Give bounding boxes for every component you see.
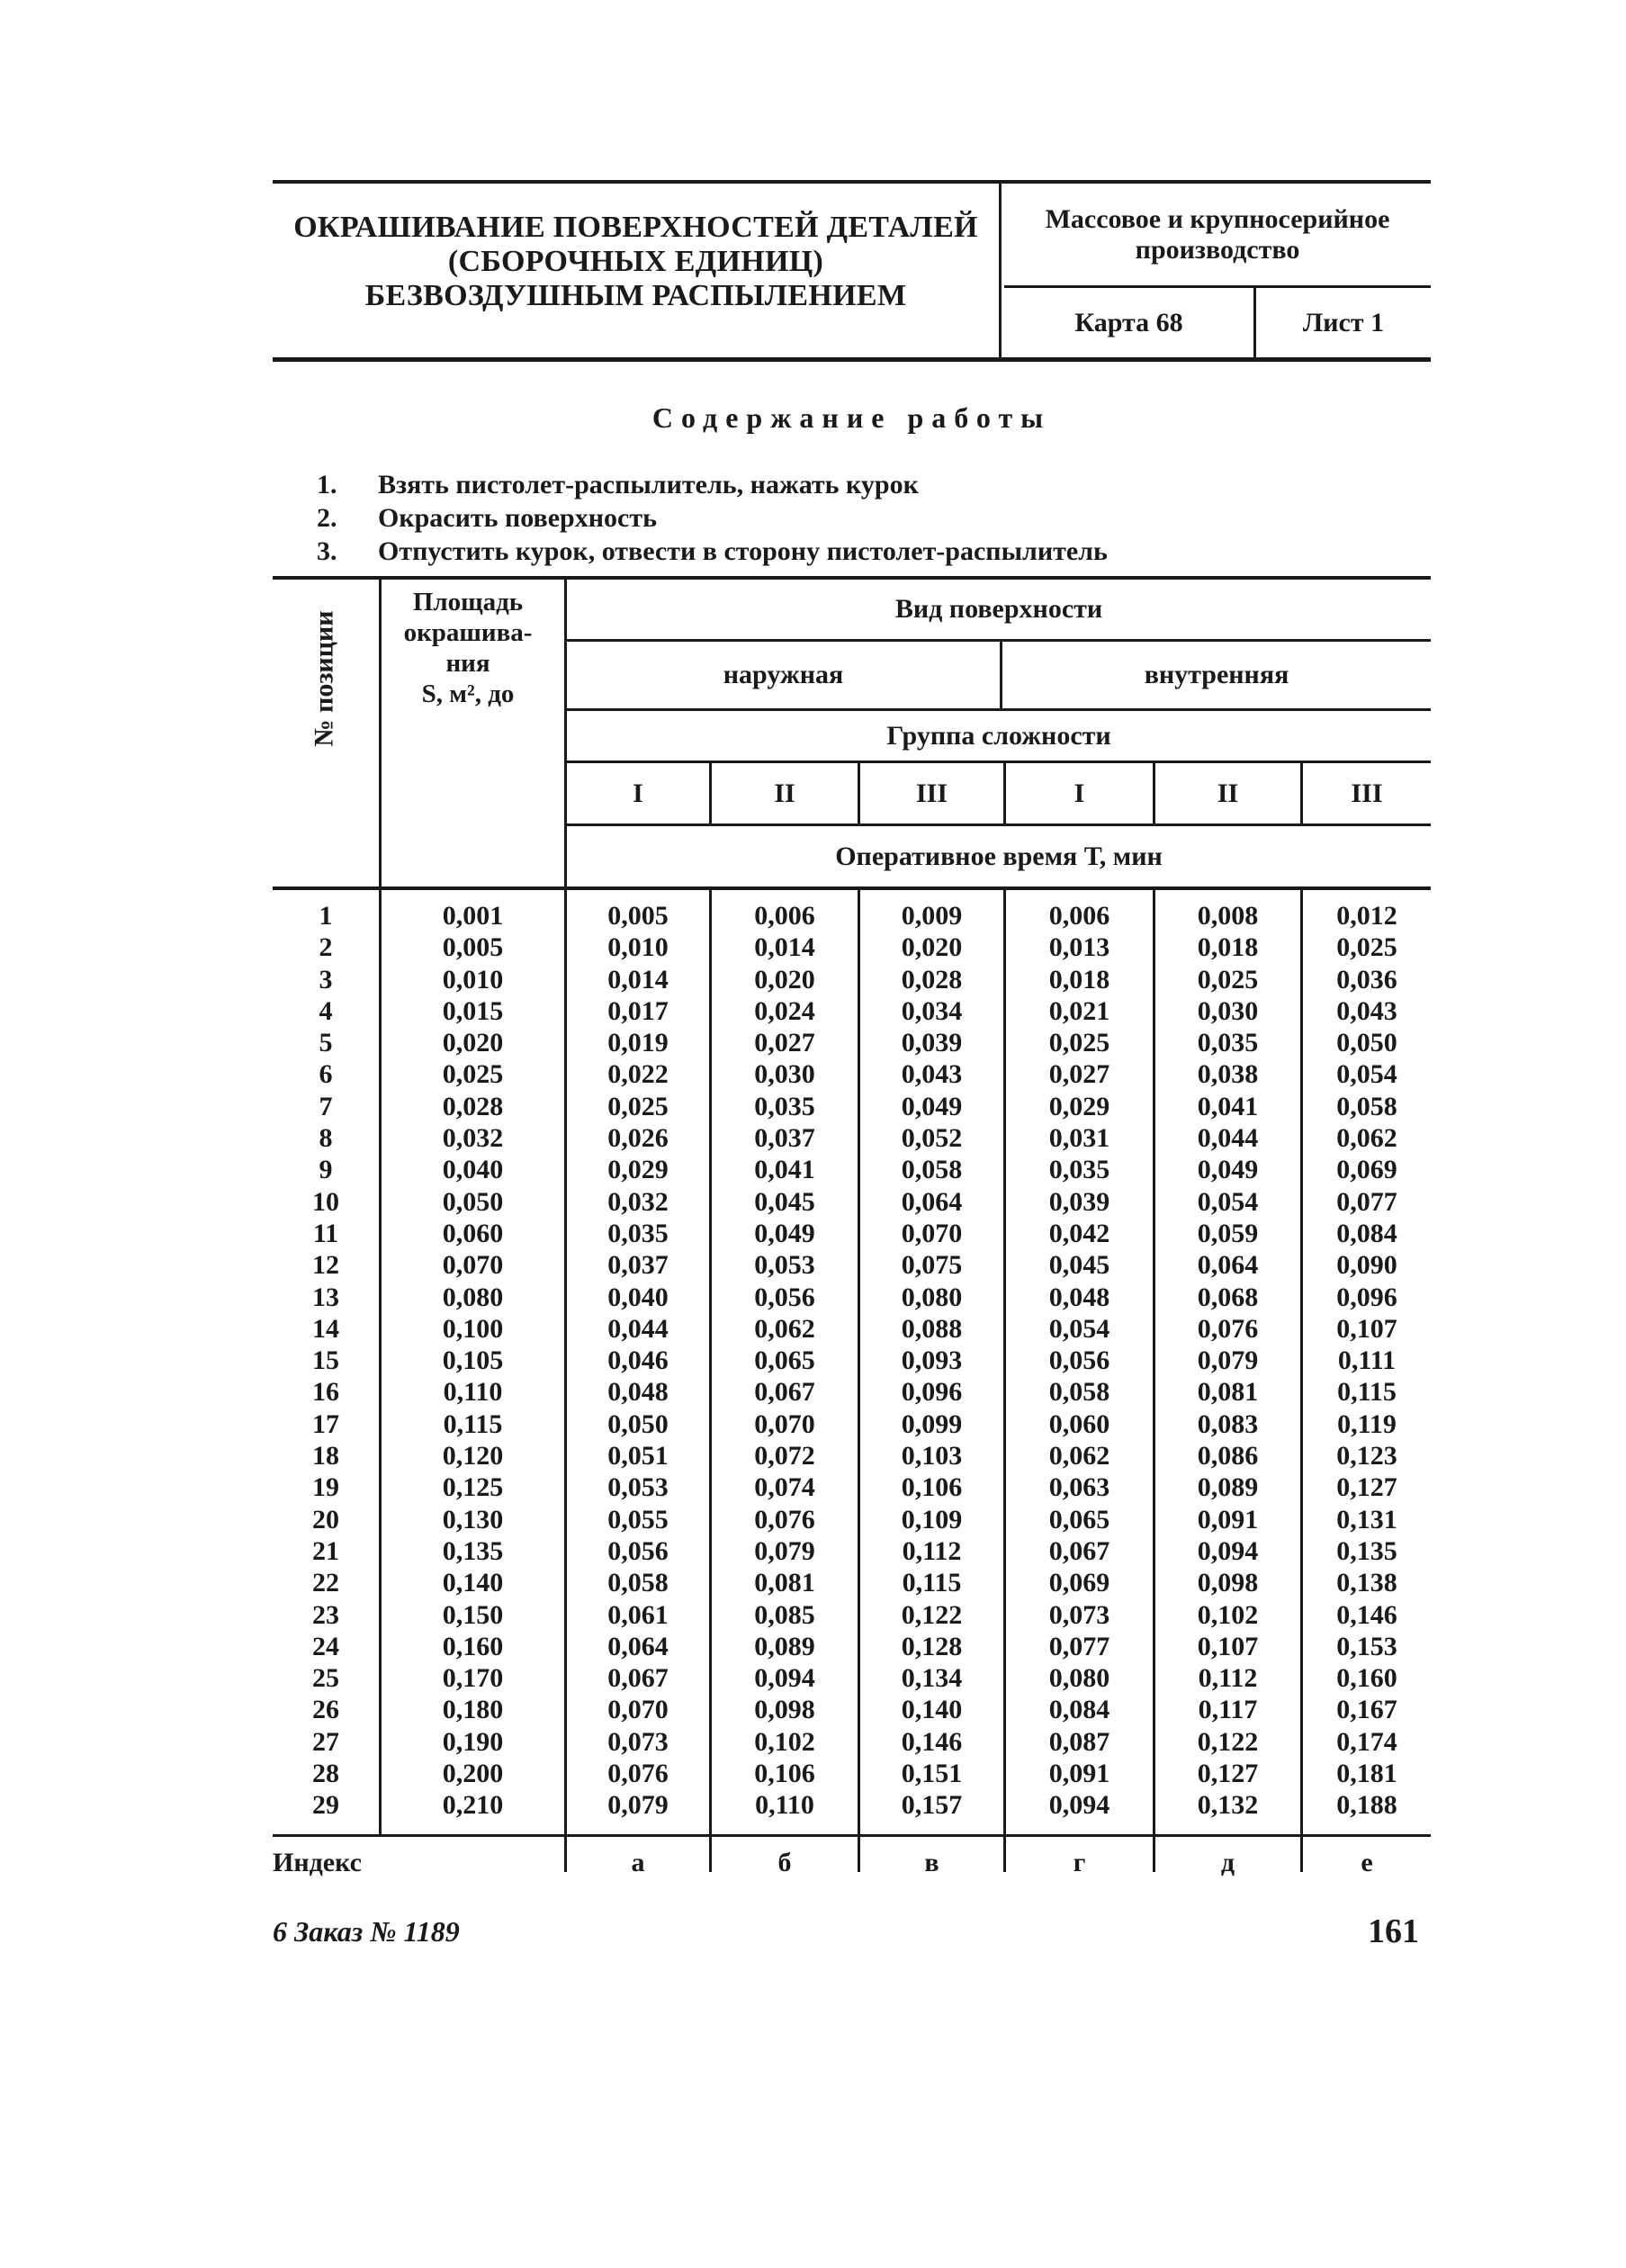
time-cell: 0,026 xyxy=(607,1123,669,1154)
step-item xyxy=(317,501,1397,535)
time-cell: 0,043 xyxy=(1336,995,1397,1026)
time-cell: 0,128 xyxy=(901,1631,963,1661)
time-cell: 0,039 xyxy=(901,1028,963,1058)
time-column xyxy=(1303,900,1431,1822)
step-text: Взять пистолет-распылитель, нажать курок xyxy=(378,470,919,500)
time-cell: 0,056 xyxy=(1048,1346,1110,1376)
time-cell: 0,039 xyxy=(1048,1186,1110,1217)
position-cell: 15 xyxy=(312,1346,339,1376)
time-cell: 0,072 xyxy=(754,1441,815,1472)
position-cell: 25 xyxy=(312,1663,339,1694)
time-cell: 0,030 xyxy=(754,1059,815,1090)
time-cell: 0,028 xyxy=(901,964,963,994)
time-cell: 0,140 xyxy=(901,1695,963,1725)
area-header-line: окрашива- xyxy=(403,618,533,647)
group-header: III xyxy=(915,778,948,808)
area-header-line: Площадь xyxy=(412,588,524,616)
time-cell: 0,119 xyxy=(1337,1408,1397,1439)
index-label: Индекс xyxy=(273,1848,362,1877)
time-cell: 0,017 xyxy=(607,995,669,1026)
position-header: № позиции xyxy=(309,610,339,747)
time-cell: 0,127 xyxy=(1336,1472,1397,1503)
area-cell: 0,110 xyxy=(443,1377,503,1408)
index-cell: в xyxy=(924,1848,939,1877)
time-cell: 0,067 xyxy=(754,1377,815,1408)
time-cell: 0,077 xyxy=(1048,1631,1110,1661)
area-cell: 0,115 xyxy=(443,1408,503,1439)
time-cell: 0,103 xyxy=(901,1441,963,1472)
step-text: Отпустить курок, отвести в сторону пистолет-распылитель xyxy=(378,536,1108,566)
position-cell: 21 xyxy=(312,1535,339,1566)
area-cell: 0,005 xyxy=(442,932,504,963)
area-cell: 0,190 xyxy=(442,1726,504,1757)
time-cell: 0,010 xyxy=(607,932,669,963)
time-cell: 0,087 xyxy=(1048,1726,1110,1757)
time-cell: 0,098 xyxy=(754,1695,815,1725)
time-cell: 0,146 xyxy=(1336,1599,1397,1630)
area-cell: 0,020 xyxy=(442,1028,504,1058)
time-cell: 0,041 xyxy=(1197,1091,1259,1121)
time-cell: 0,132 xyxy=(1197,1790,1259,1821)
time-cell: 0,090 xyxy=(1336,1250,1397,1281)
time-cell: 0,037 xyxy=(607,1250,669,1281)
time-cell: 0,041 xyxy=(754,1155,815,1185)
area-header xyxy=(379,587,557,709)
time-cell: 0,076 xyxy=(1197,1313,1259,1344)
time-cell: 0,157 xyxy=(901,1790,963,1821)
area-cell: 0,140 xyxy=(442,1568,504,1598)
time-cell: 0,044 xyxy=(607,1313,669,1344)
header-block xyxy=(273,180,1431,362)
time-cell: 0,054 xyxy=(1336,1059,1397,1090)
time-cell: 0,076 xyxy=(607,1759,669,1789)
time-cell: 0,022 xyxy=(607,1059,669,1090)
position-cell: 26 xyxy=(312,1695,339,1725)
time-cell: 0,094 xyxy=(1197,1535,1259,1566)
time-cell: 0,013 xyxy=(1048,932,1110,963)
time-cell: 0,059 xyxy=(1197,1218,1259,1248)
time-cell: 0,188 xyxy=(1336,1790,1397,1821)
time-cell: 0,109 xyxy=(901,1504,963,1534)
time-cell: 0,067 xyxy=(607,1663,669,1694)
operative-time-header: Оперативное время Т, мин xyxy=(835,841,1163,871)
time-cell: 0,006 xyxy=(754,901,815,931)
time-cell: 0,014 xyxy=(754,932,815,963)
time-cell: 0,069 xyxy=(1336,1155,1397,1185)
position-cell: 20 xyxy=(312,1504,339,1534)
time-cell: 0,067 xyxy=(1048,1535,1110,1566)
header-meta xyxy=(1004,184,1431,357)
outer-surface-header: наружная xyxy=(723,660,844,689)
time-cell: 0,096 xyxy=(901,1377,963,1408)
time-cell: 0,181 xyxy=(1336,1759,1397,1789)
time-cell: 0,112 xyxy=(902,1535,962,1566)
time-cell: 0,060 xyxy=(1048,1408,1110,1439)
area-cell: 0,025 xyxy=(442,1059,504,1090)
time-cell: 0,073 xyxy=(607,1726,669,1757)
time-cell: 0,061 xyxy=(607,1599,669,1630)
time-cell: 0,146 xyxy=(901,1726,963,1757)
time-cell: 0,043 xyxy=(901,1059,963,1090)
step-number: 2. xyxy=(317,503,337,533)
time-cell: 0,012 xyxy=(1336,901,1397,931)
page-number: 161 xyxy=(1368,1912,1419,1950)
time-cell: 0,052 xyxy=(901,1123,963,1154)
time-cell: 0,127 xyxy=(1197,1759,1259,1789)
time-cell: 0,110 xyxy=(755,1790,814,1821)
time-cell: 0,049 xyxy=(901,1091,963,1121)
time-cell: 0,151 xyxy=(901,1759,963,1789)
time-cell: 0,076 xyxy=(754,1504,815,1534)
position-cell: 17 xyxy=(312,1408,339,1439)
time-cell: 0,020 xyxy=(754,964,815,994)
time-cell: 0,056 xyxy=(754,1282,815,1312)
position-cell: 8 xyxy=(319,1123,333,1154)
time-cell: 0,096 xyxy=(1336,1282,1397,1312)
position-cell: 14 xyxy=(312,1313,339,1344)
time-cell: 0,160 xyxy=(1336,1663,1397,1694)
position-cell: 27 xyxy=(312,1726,339,1757)
area-cell: 0,120 xyxy=(442,1441,504,1472)
time-cell: 0,021 xyxy=(1048,995,1110,1026)
time-norms-table xyxy=(273,576,1431,1876)
time-cell: 0,107 xyxy=(1197,1631,1259,1661)
time-cell: 0,111 xyxy=(1337,1346,1397,1376)
area-cell: 0,040 xyxy=(442,1155,504,1185)
time-cell: 0,088 xyxy=(901,1313,963,1344)
time-cell: 0,084 xyxy=(1048,1695,1110,1725)
time-cell: 0,034 xyxy=(901,995,963,1026)
time-cell: 0,029 xyxy=(1048,1091,1110,1121)
area-column xyxy=(382,900,564,1822)
position-cell: 12 xyxy=(312,1250,339,1281)
area-cell: 0,125 xyxy=(442,1472,504,1503)
position-cell: 19 xyxy=(312,1472,339,1503)
position-cell: 7 xyxy=(319,1091,333,1121)
area-cell: 0,050 xyxy=(442,1186,504,1217)
steps-list xyxy=(317,468,1397,568)
group-header: II xyxy=(774,778,795,808)
time-cell: 0,122 xyxy=(1197,1726,1259,1757)
time-cell: 0,062 xyxy=(754,1313,815,1344)
index-cell: а xyxy=(631,1848,645,1877)
position-cell: 22 xyxy=(312,1568,339,1598)
index-cell: г xyxy=(1073,1848,1086,1877)
area-cell: 0,080 xyxy=(442,1282,504,1312)
section-title: Содержание работы xyxy=(651,401,1052,434)
position-cell: 1 xyxy=(319,901,333,931)
area-cell: 0,028 xyxy=(442,1091,504,1121)
position-cell: 4 xyxy=(319,995,333,1026)
time-cell: 0,035 xyxy=(1197,1028,1259,1058)
area-cell: 0,060 xyxy=(442,1218,504,1248)
area-cell: 0,015 xyxy=(442,995,504,1026)
time-cell: 0,035 xyxy=(754,1091,815,1121)
position-cell: 18 xyxy=(312,1441,339,1472)
time-cell: 0,038 xyxy=(1197,1059,1259,1090)
time-cell: 0,051 xyxy=(607,1441,669,1472)
time-cell: 0,064 xyxy=(607,1631,669,1661)
time-column xyxy=(567,900,709,1822)
group-header: III xyxy=(1351,778,1383,808)
area-cell: 0,100 xyxy=(442,1313,504,1344)
time-cell: 0,005 xyxy=(607,901,669,931)
group-header: II xyxy=(1217,778,1239,808)
document-title xyxy=(273,184,1002,357)
time-cell: 0,085 xyxy=(754,1599,815,1630)
time-cell: 0,084 xyxy=(1336,1218,1397,1248)
time-cell: 0,020 xyxy=(901,932,963,963)
time-cell: 0,018 xyxy=(1197,932,1259,963)
time-cell: 0,035 xyxy=(607,1218,669,1248)
time-cell: 0,062 xyxy=(1336,1123,1397,1154)
time-cell: 0,035 xyxy=(1048,1155,1110,1185)
time-cell: 0,099 xyxy=(901,1408,963,1439)
time-cell: 0,025 xyxy=(1336,932,1397,963)
time-cell: 0,049 xyxy=(1197,1155,1259,1185)
title-line: БЕЗВОЗДУШНЫМ РАСПЫЛЕНИЕМ xyxy=(364,279,907,312)
time-cell: 0,069 xyxy=(1048,1568,1110,1598)
step-text: Окрасить поверхность xyxy=(378,503,657,533)
time-cell: 0,054 xyxy=(1197,1186,1259,1217)
time-cell: 0,115 xyxy=(902,1568,962,1598)
time-cell: 0,102 xyxy=(754,1726,815,1757)
time-cell: 0,025 xyxy=(1048,1028,1110,1058)
time-cell: 0,045 xyxy=(1048,1250,1110,1281)
time-cell: 0,025 xyxy=(1197,964,1259,994)
time-cell: 0,077 xyxy=(1336,1186,1397,1217)
position-column xyxy=(273,900,379,1822)
time-cell: 0,106 xyxy=(754,1759,815,1789)
position-cell: 2 xyxy=(319,932,333,963)
time-cell: 0,018 xyxy=(1048,964,1110,994)
time-cell: 0,098 xyxy=(1197,1568,1259,1598)
area-cell: 0,001 xyxy=(442,901,504,931)
time-cell: 0,058 xyxy=(901,1155,963,1185)
time-cell: 0,040 xyxy=(607,1282,669,1312)
step-item xyxy=(317,535,1397,568)
time-cell: 0,030 xyxy=(1197,995,1259,1026)
group-header: I xyxy=(633,778,643,808)
time-cell: 0,079 xyxy=(607,1790,669,1821)
area-cell: 0,135 xyxy=(442,1535,504,1566)
time-cell: 0,032 xyxy=(607,1186,669,1217)
time-cell: 0,123 xyxy=(1336,1441,1397,1472)
position-cell: 29 xyxy=(312,1790,339,1821)
time-column xyxy=(712,900,858,1822)
area-cell: 0,010 xyxy=(442,964,504,994)
time-cell: 0,153 xyxy=(1336,1631,1397,1661)
time-cell: 0,044 xyxy=(1197,1123,1259,1154)
time-cell: 0,080 xyxy=(901,1282,963,1312)
time-cell: 0,019 xyxy=(607,1028,669,1058)
time-cell: 0,131 xyxy=(1336,1504,1397,1534)
time-cell: 0,058 xyxy=(1336,1091,1397,1121)
time-cell: 0,027 xyxy=(1048,1059,1110,1090)
time-cell: 0,075 xyxy=(901,1250,963,1281)
area-cell: 0,180 xyxy=(442,1695,504,1725)
production-line: Массовое и крупносерийное xyxy=(1045,203,1390,234)
time-cell: 0,048 xyxy=(607,1377,669,1408)
time-cell: 0,174 xyxy=(1336,1726,1397,1757)
time-cell: 0,102 xyxy=(1197,1599,1259,1630)
time-cell: 0,014 xyxy=(607,964,669,994)
time-cell: 0,064 xyxy=(1197,1250,1259,1281)
time-cell: 0,079 xyxy=(754,1535,815,1566)
time-cell: 0,107 xyxy=(1336,1313,1397,1344)
order-number: 6 Заказ № 1189 xyxy=(273,1915,460,1948)
time-cell: 0,056 xyxy=(607,1535,669,1566)
title-line: ОКРАШИВАНИЕ ПОВЕРХНОСТЕЙ ДЕТАЛЕЙ xyxy=(293,211,978,244)
time-cell: 0,036 xyxy=(1336,964,1397,994)
position-cell: 24 xyxy=(312,1631,339,1661)
surface-type-header: Вид поверхности xyxy=(894,594,1103,624)
time-column xyxy=(1006,900,1153,1822)
time-cell: 0,024 xyxy=(754,995,815,1026)
time-cell: 0,091 xyxy=(1048,1759,1110,1789)
time-cell: 0,042 xyxy=(1048,1218,1110,1248)
time-cell: 0,031 xyxy=(1048,1123,1110,1154)
time-cell: 0,167 xyxy=(1336,1695,1397,1725)
time-cell: 0,094 xyxy=(1048,1790,1110,1821)
card-number: Карта 68 xyxy=(1004,288,1256,357)
area-header-line: ния xyxy=(445,649,490,678)
time-cell: 0,058 xyxy=(1048,1377,1110,1408)
time-cell: 0,055 xyxy=(607,1504,669,1534)
production-type xyxy=(1004,184,1431,288)
time-cell: 0,063 xyxy=(1048,1472,1110,1503)
time-cell: 0,117 xyxy=(1198,1695,1258,1725)
time-cell: 0,122 xyxy=(901,1599,963,1630)
position-cell: 9 xyxy=(319,1155,333,1185)
time-cell: 0,054 xyxy=(1048,1313,1110,1344)
inner-surface-header: внутренняя xyxy=(1144,660,1289,689)
sheet-number: Лист 1 xyxy=(1302,307,1385,338)
area-cell: 0,032 xyxy=(442,1123,504,1154)
step-number: 1. xyxy=(317,470,337,500)
time-cell: 0,074 xyxy=(754,1472,815,1503)
time-cell: 0,070 xyxy=(754,1408,815,1439)
time-cell: 0,049 xyxy=(754,1218,815,1248)
time-cell: 0,045 xyxy=(754,1186,815,1217)
time-cell: 0,068 xyxy=(1197,1282,1259,1312)
time-cell: 0,037 xyxy=(754,1123,815,1154)
time-cell: 0,029 xyxy=(607,1155,669,1185)
position-cell: 11 xyxy=(312,1218,339,1248)
time-cell: 0,091 xyxy=(1197,1504,1259,1534)
position-cell: 5 xyxy=(319,1028,333,1058)
time-cell: 0,062 xyxy=(1048,1441,1110,1472)
area-cell: 0,200 xyxy=(442,1759,504,1789)
index-cell: б xyxy=(777,1848,792,1877)
time-cell: 0,106 xyxy=(901,1472,963,1503)
time-cell: 0,112 xyxy=(1198,1663,1258,1694)
time-cell: 0,086 xyxy=(1197,1441,1259,1472)
position-cell: 6 xyxy=(319,1059,333,1090)
time-cell: 0,081 xyxy=(754,1568,815,1598)
time-cell: 0,046 xyxy=(607,1346,669,1376)
time-cell: 0,025 xyxy=(607,1091,669,1121)
time-cell: 0,083 xyxy=(1197,1408,1259,1439)
time-cell: 0,065 xyxy=(1048,1504,1110,1534)
area-cell: 0,170 xyxy=(442,1663,504,1694)
area-cell: 0,105 xyxy=(442,1346,504,1376)
time-cell: 0,053 xyxy=(607,1472,669,1503)
position-cell: 28 xyxy=(312,1759,339,1789)
time-cell: 0,115 xyxy=(1337,1377,1397,1408)
time-cell: 0,053 xyxy=(754,1250,815,1281)
area-cell: 0,150 xyxy=(442,1599,504,1630)
time-cell: 0,048 xyxy=(1048,1282,1110,1312)
time-cell: 0,135 xyxy=(1336,1535,1397,1566)
time-cell: 0,058 xyxy=(607,1568,669,1598)
time-cell: 0,065 xyxy=(754,1346,815,1376)
position-cell: 10 xyxy=(312,1186,339,1217)
time-column xyxy=(1155,900,1300,1822)
step-item xyxy=(317,468,1397,501)
area-cell: 0,160 xyxy=(442,1631,504,1661)
time-cell: 0,006 xyxy=(1048,901,1110,931)
production-line: производство xyxy=(1135,234,1300,265)
time-cell: 0,080 xyxy=(1048,1663,1110,1694)
time-cell: 0,089 xyxy=(1197,1472,1259,1503)
area-cell: 0,210 xyxy=(442,1790,504,1821)
index-cell: е xyxy=(1361,1848,1373,1877)
time-cell: 0,073 xyxy=(1048,1599,1110,1630)
time-cell: 0,050 xyxy=(1336,1028,1397,1058)
complexity-group-header: Группа сложности xyxy=(886,720,1111,751)
time-cell: 0,009 xyxy=(901,901,963,931)
time-cell: 0,093 xyxy=(901,1346,963,1376)
time-cell: 0,050 xyxy=(607,1408,669,1439)
time-cell: 0,027 xyxy=(754,1028,815,1058)
time-cell: 0,089 xyxy=(754,1631,815,1661)
time-cell: 0,064 xyxy=(901,1186,963,1217)
position-cell: 3 xyxy=(319,964,333,994)
title-line: (СБОРОЧНЫХ ЕДИНИЦ) xyxy=(447,245,824,278)
time-cell: 0,134 xyxy=(901,1663,963,1694)
time-cell: 0,081 xyxy=(1197,1377,1259,1408)
time-cell: 0,079 xyxy=(1197,1346,1259,1376)
position-cell: 23 xyxy=(312,1599,339,1630)
area-cell: 0,070 xyxy=(442,1250,504,1281)
time-column xyxy=(860,900,1003,1822)
time-cell: 0,094 xyxy=(754,1663,815,1694)
area-header-line: S, м², до xyxy=(421,680,515,708)
time-cell: 0,008 xyxy=(1197,901,1259,931)
index-cell: д xyxy=(1220,1848,1235,1877)
position-cell: 16 xyxy=(312,1377,339,1408)
area-cell: 0,130 xyxy=(442,1504,504,1534)
time-cell: 0,070 xyxy=(607,1695,669,1725)
position-cell: 13 xyxy=(312,1282,339,1312)
group-header: I xyxy=(1074,778,1085,808)
step-number: 3. xyxy=(317,536,337,566)
time-cell: 0,070 xyxy=(901,1218,963,1248)
time-cell: 0,138 xyxy=(1336,1568,1397,1598)
